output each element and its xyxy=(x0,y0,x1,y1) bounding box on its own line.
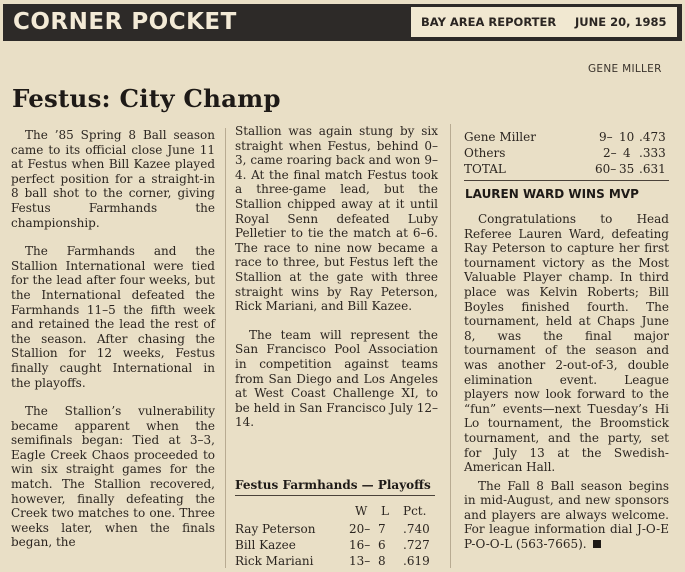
byline: GENE MILLER xyxy=(588,63,662,75)
publication-box xyxy=(411,7,677,37)
table-row xyxy=(464,130,669,144)
article-paragraph: The Stallion’s vulnerability became apparent when the semifinals began: Tied at 3–3, Eagle Creek Chaos proceeded to win six straight games for the match. The Stallion recovered, however, finally defeating the Creek two matches to one. Three weeks later, when the finals began, the xyxy=(11,404,215,550)
player-pct: .619 xyxy=(403,554,430,568)
player-wins: 2– xyxy=(603,146,617,160)
total-losses: 35 xyxy=(619,162,635,176)
mvp-subhead: LAUREN WARD WINS MVP xyxy=(465,187,639,201)
total-wins: 60– xyxy=(595,162,617,176)
player-losses: 4 xyxy=(623,146,631,160)
article-paragraph: The ’85 Spring 8 Ball season came to its official close June 11 at Festus when Bill Kazee played perfect position for a straight-in 8 ball shot to the corner, giving Festus Farmhands the championship. xyxy=(11,128,215,230)
header-wins: W xyxy=(355,504,368,518)
table-rule xyxy=(235,495,435,496)
mvp-paragraph xyxy=(464,479,669,552)
player-pct: .727 xyxy=(403,538,430,552)
column-divider xyxy=(450,124,451,568)
header-pct: Pct. xyxy=(403,504,427,518)
publication-date: JUNE 20, 1985 xyxy=(575,15,667,29)
table-row-total xyxy=(464,162,669,176)
player-wins: 20– xyxy=(349,522,371,536)
article-paragraph: The team will represent the San Francisco Pool Association in competition against teams from San Diego and Los Angeles at West Coast Challenge XI, to be held in San Francisco July 12–14. xyxy=(235,327,438,430)
player-name: Rick Mariani xyxy=(235,554,314,568)
table-row xyxy=(235,522,435,536)
header-losses: L xyxy=(381,504,389,518)
player-name: Bill Kazee xyxy=(235,538,296,552)
column-banner xyxy=(3,4,682,41)
player-wins: 9– xyxy=(599,130,613,144)
table-row xyxy=(235,554,435,568)
player-losses: 8 xyxy=(378,554,386,568)
article-paragraph: Stallion was again stung by six straight when Festus, behind 0–3, came roaring back and won 9–4. At the final match Festus took a three-game lead, but the Stallion chipped away at it until Royal Senn defeated Luby Pelletier to tie the match at 6–6. The race to nine now became a race to three, but Festus left the Stallion at the gate with three straight wins by Ray Peterson, Rick Mariani, and Bill Kazee. xyxy=(235,124,438,314)
total-pct: .631 xyxy=(639,162,666,176)
player-pct: .333 xyxy=(639,146,666,160)
article-paragraph: The Farmhands and the Stallion International were tied for the lead after four weeks, but the International defeated the Farmhands 11–5 the fifth week and retained the lead the rest of the season. After chasing the Stallion for 12 weeks, Festus finally caught International in the playoffs. xyxy=(11,244,215,390)
headline: Festus: City Champ xyxy=(12,84,281,113)
table-row xyxy=(464,146,669,160)
mvp-column xyxy=(464,212,669,552)
mvp-paragraph: Congratulations to Head Referee Lauren Ward, defeating Ray Peterson to capture her first tournament victory as the Most Valuable Player champ. In third place was Kelvin Roberts; Bill Boyles finished fourth. The tournament, held at Chaps June 8, was the final major tournament of the season and was another 2-out-of-3, double elimination event. League players now look forward to the “fun” events—next Tuesday’s Hi Lo tournament, the Broomstick tournament, and the party, set for July 13 at the Swedish-American Hall. xyxy=(464,212,669,475)
player-losses: 6 xyxy=(378,538,386,552)
table-row xyxy=(235,538,435,552)
player-wins: 13– xyxy=(349,554,371,568)
article-column-1 xyxy=(11,128,215,564)
column-title: CORNER POCKET xyxy=(13,9,237,35)
column-divider xyxy=(225,128,226,568)
player-name: Ray Peterson xyxy=(235,522,316,536)
player-pct: .473 xyxy=(639,130,666,144)
publication-name: BAY AREA REPORTER xyxy=(421,15,557,29)
player-wins: 16– xyxy=(349,538,371,552)
mvp-closing-text: The Fall 8 Ball season begins in mid-August, and new sponsors and players are always welcome. For league information dial J-O-E P-O-O-L (563-7665). xyxy=(464,478,669,552)
end-mark-icon xyxy=(593,540,601,548)
table-rule xyxy=(464,180,669,181)
player-name: Others xyxy=(464,146,506,160)
playoffs-table-header xyxy=(235,504,435,518)
playoffs-table-title: Festus Farmhands — Playoffs xyxy=(235,478,431,492)
article-column-2 xyxy=(235,124,438,444)
player-name: Gene Miller xyxy=(464,130,536,144)
player-pct: .740 xyxy=(403,522,430,536)
total-label: TOTAL xyxy=(464,162,506,176)
player-losses: 10 xyxy=(619,130,635,144)
player-losses: 7 xyxy=(378,522,386,536)
